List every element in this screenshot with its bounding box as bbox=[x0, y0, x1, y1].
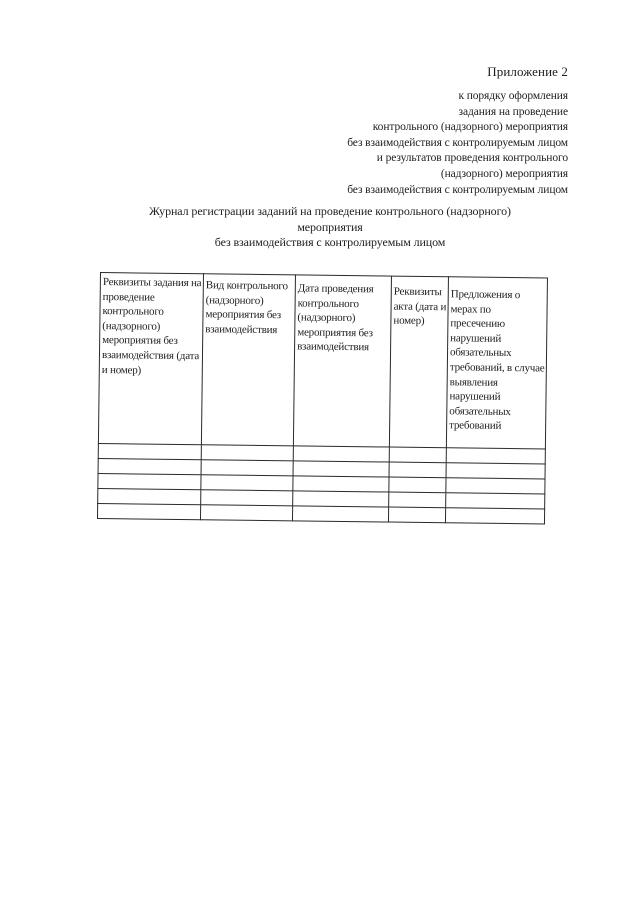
appendix-title: Приложение 2 bbox=[487, 64, 568, 79]
table-cell bbox=[98, 458, 201, 474]
appendix-subtitle-line: контрольного (надзорного) мероприятия bbox=[372, 121, 568, 134]
header-event-date: Дата проведения контрольного (надзорного) мероприятия без взаимодействия bbox=[293, 275, 391, 447]
table-cell bbox=[200, 505, 292, 521]
table-cell bbox=[446, 478, 545, 494]
appendix-subtitle bbox=[248, 89, 568, 198]
appendix-subtitle-line: к порядку оформления bbox=[458, 90, 568, 102]
table-cell bbox=[201, 460, 293, 476]
table-cell bbox=[201, 490, 293, 506]
appendix-subtitle-line: без взаимодействия с контролируемым лицом bbox=[347, 183, 568, 196]
table-cell bbox=[293, 446, 389, 462]
table-cell bbox=[389, 447, 446, 463]
appendix-subtitle-line: задания на проведение bbox=[458, 105, 568, 118]
appendix-subtitle-line: и результатов проведения контрольного bbox=[376, 152, 568, 165]
journal-table bbox=[97, 272, 548, 524]
table-cell bbox=[446, 493, 545, 509]
table-cell bbox=[201, 475, 293, 491]
table-cell bbox=[201, 445, 293, 461]
journal-table-wrapper bbox=[97, 272, 547, 524]
table-cell bbox=[97, 503, 200, 519]
table-cell bbox=[98, 473, 201, 489]
appendix-subtitle-line: без взаимодействия с контролируемым лицом bbox=[347, 136, 568, 149]
table-cell bbox=[293, 491, 389, 507]
journal-title-line: Журнал регистрации заданий на проведение контрольного (надзорного) bbox=[149, 204, 511, 218]
table-cell bbox=[293, 476, 389, 492]
table-cell bbox=[389, 462, 446, 478]
table-cell bbox=[446, 448, 545, 464]
header-act-details: Реквизиты акта (дата и номер) bbox=[389, 276, 448, 448]
table-cell bbox=[98, 443, 201, 459]
appendix-subtitle-line: (надзорного) мероприятия bbox=[440, 167, 568, 180]
header-task-details: Реквизиты задания на проведение контрольного (надзорного) мероприятия без взаимодействия (дата и номер) bbox=[98, 273, 203, 445]
table-cell bbox=[389, 492, 446, 508]
table-cell bbox=[292, 506, 388, 522]
table-cell bbox=[446, 463, 545, 479]
header-proposals: Предложения о мерах по пресечению нарушений обязательных требований, в случае выявления нарушений обязательных требований bbox=[446, 277, 547, 449]
journal-title-line: мероприятия bbox=[297, 219, 363, 234]
journal-title bbox=[110, 204, 550, 251]
journal-title-line: без взаимодействия с контролируемым лицом bbox=[214, 235, 446, 249]
table-cell bbox=[98, 488, 201, 504]
table-cell bbox=[389, 477, 446, 493]
table-header-row bbox=[98, 273, 547, 449]
table-cell bbox=[293, 461, 389, 477]
header-event-type: Вид контрольного (надзорного) мероприятия без взаимодействия bbox=[201, 274, 295, 446]
table-cell bbox=[388, 507, 445, 523]
table-cell bbox=[445, 508, 544, 524]
